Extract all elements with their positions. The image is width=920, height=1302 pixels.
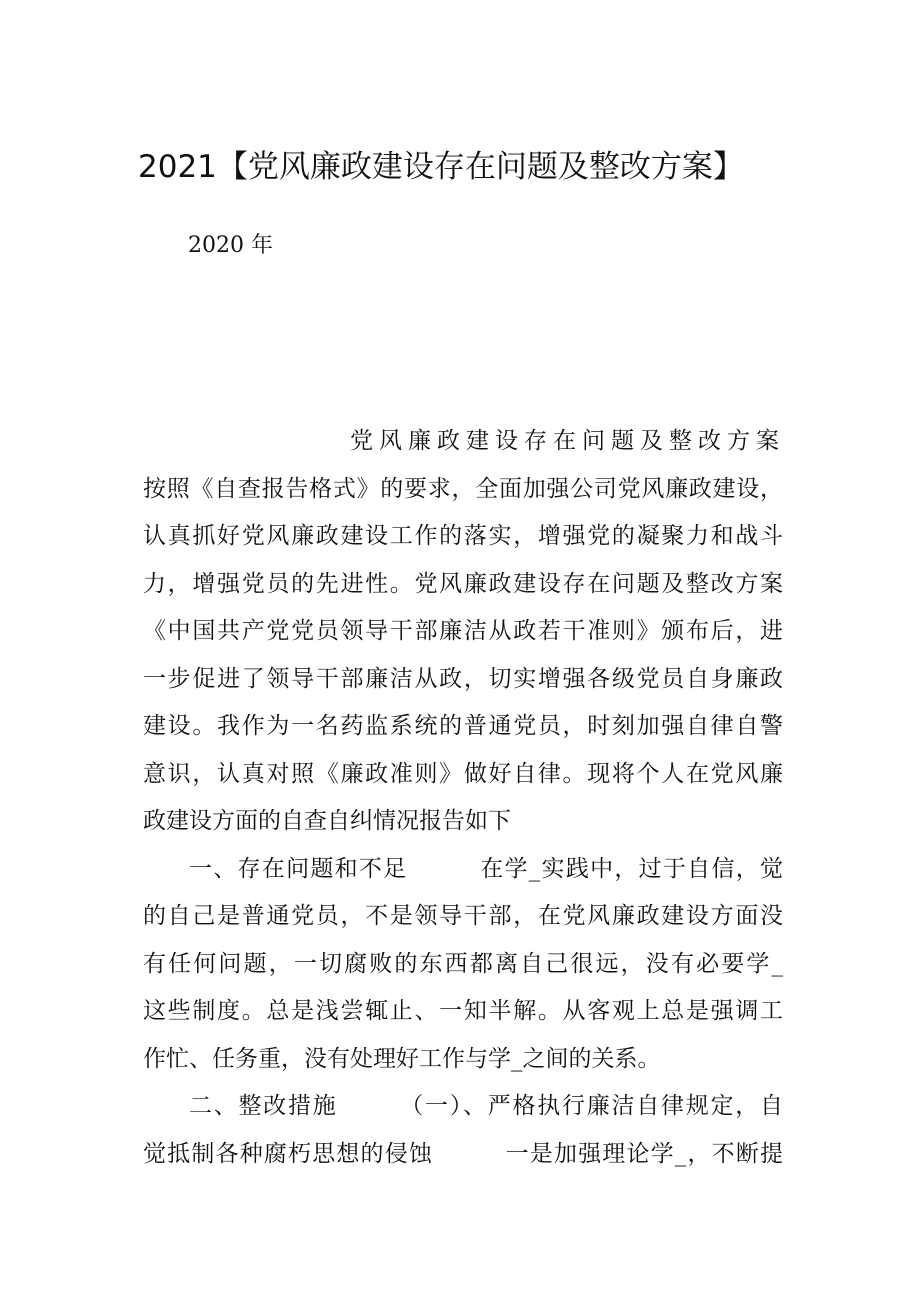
paragraph-first-line: 二、整改措施 （一）、严格执行廉洁自律规定，自 [189,1093,783,1119]
body-line: 《中国共产党党员领导干部廉洁从政若干准则》颁布后，进 [143,618,783,644]
body-line: 这些制度。总是浅尝辄止、一知半解。从客观上总是强调工 [143,998,783,1024]
paragraph-first-line: 一、存在问题和不足 在学_实践中，过于自信，觉 [189,855,783,882]
body-line: 觉抵制各种腐朽思想的侵蚀 一是加强理论学_，不断提 [143,1140,783,1167]
body-line: 一步促进了领导干部廉洁从政，切实增强各级党员自身廉政 [143,665,783,692]
body-line: 意识，认真对照《廉政准则》做好自律。现将个人在党风廉 [143,760,783,787]
body-line: 作忙、任务重，没有处理好工作与学_之间的关系。 [143,1045,661,1072]
body-line: 按照《自查报告格式》的要求，全面加强公司党风廉政建设， [143,475,783,502]
body-line: 的自己是普通党员，不是领导干部，在党风廉政建设方面没 [143,903,783,929]
body-line: 有任何问题，一切腐败的东西都离自己很远，没有必要学_ [143,950,783,977]
document-body [143,418,783,1178]
section-heading: 党风廉政建设存在问题及整改方案 [350,428,783,454]
body-line: 力，增强党员的先进性。党风廉政建设存在问题及整改方案 [143,570,783,597]
document-title: 2021【党风廉政建设存在问题及整改方案】 [138,149,744,185]
body-line: 认真抓好党风廉政建设工作的落实，增强党的凝聚力和战斗 [143,523,783,549]
document-year: 2020 年 [188,233,273,258]
body-line: 建设。我作为一名药监系统的普通党员，时刻加强自律自警 [143,713,783,739]
body-line: 政建设方面的自查自纠情况报告如下 [143,808,511,834]
